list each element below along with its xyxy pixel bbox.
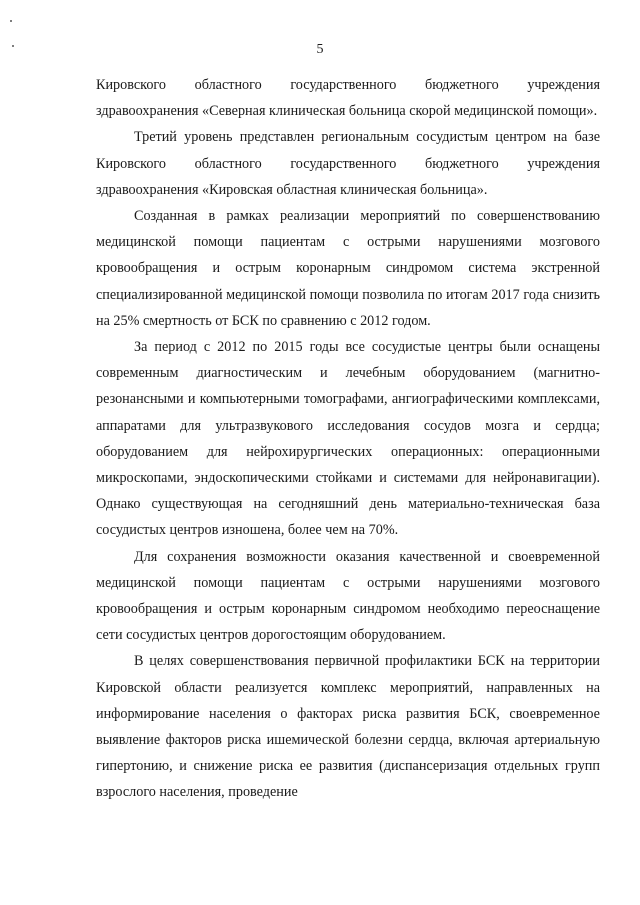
paragraph-1: Кировского областного государственного бюджетного учреждения здравоохранения «Северная клиническая больница скорой медицинской помощи». — [96, 77, 600, 120]
scan-speck — [12, 45, 14, 47]
paragraph-3: Созданная в рамках реализации мероприятий по совершенствованию медицинской помощи пациентам с острыми нарушениями мозгового кровообращения и острым коронарным синдромом система экстренной специализированной медицинской помощи позволила по итогам 2017 года снизить на 25% смертность от БСК по сравнению с 2012 годом. — [96, 208, 600, 329]
document-body — [96, 72, 600, 806]
scan-speck — [10, 20, 12, 22]
paragraph-4: За период с 2012 по 2015 годы все сосудистые центры были оснащены современным диагностическим и лечебным оборудованием (магнитно-резонансными и компьютерными томографами, ангиографическими комплексами, аппаратами для ультразвукового исследования сосудов мозга и сердца; оборудованием для нейрохирургических операционных: операционными микроскопами, эндоскопическими стойками и системами для нейронавигации). Однако существующая на сегодняшний день материально-техническая база сосудистых центров изношена, более чем на 70%. — [96, 339, 600, 539]
page-number: 5 — [316, 42, 324, 57]
paragraph-6: В целях совершенствования первичной профилактики БСК на территории Кировской области реализуется комплекс мероприятий, направленных на информирование населения о факторах риска развития БСК, своевременное выявление факторов риска ишемической болезни сердца, включая артериальную гипертонию, и снижение риска ее развития (диспансеризация отдельных групп взрослого населения, проведение — [96, 653, 600, 801]
paragraph-2: Третий уровень представлен региональным сосудистым центром на базе Кировского областного государственного бюджетного учреждения здравоохранения «Кировская областная клиническая больница». — [96, 129, 600, 198]
paragraph-5: Для сохранения возможности оказания качественной и своевременной медицинской помощи пациентам с острыми нарушениями мозгового кровообращения и острым коронарным синдромом необходимо переоснащение сети сосудистых центров дорогостоящим оборудованием. — [96, 548, 600, 644]
